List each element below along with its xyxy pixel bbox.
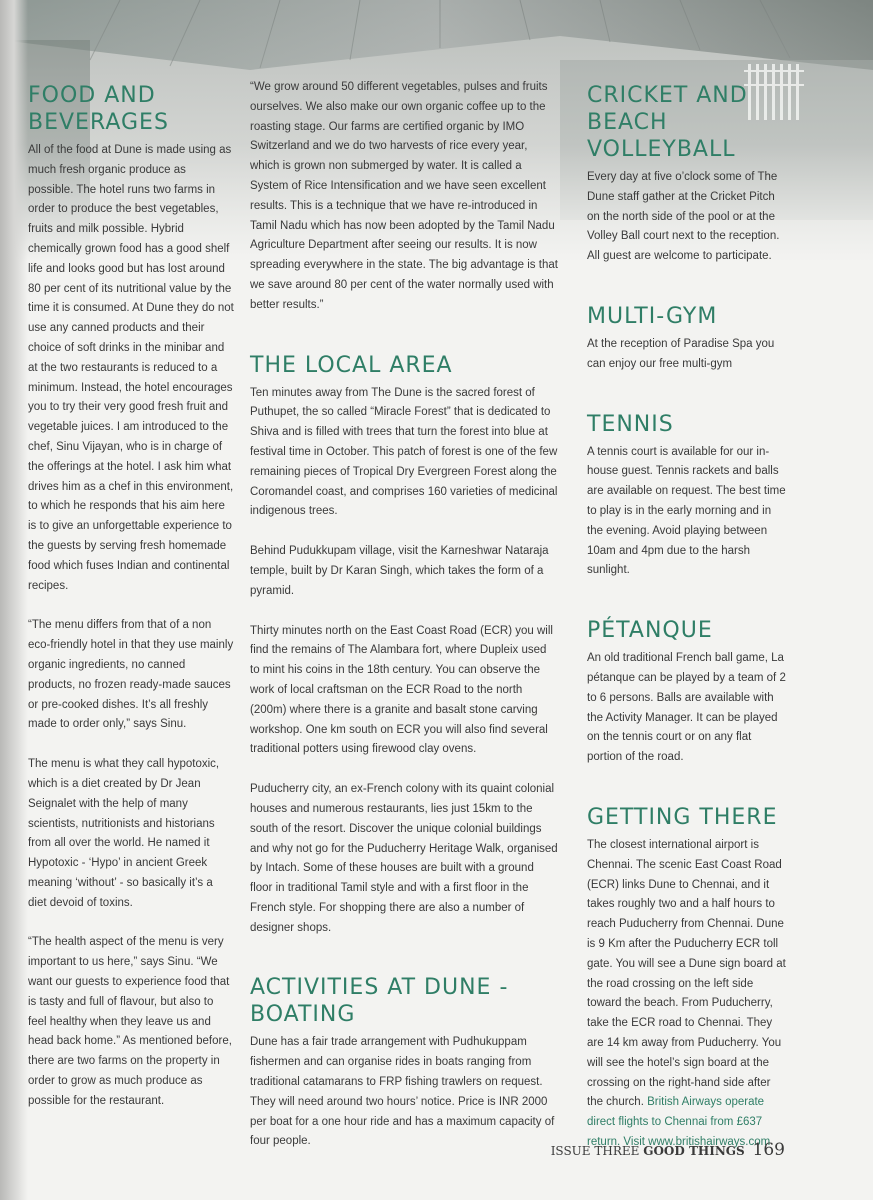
column-food	[28, 82, 234, 1112]
petanque-paragraph: An old traditional French ball game, La pétanque can be played by a team of 2 to 6 persons. Balls are available with the Activity Manager. It can be played on the tennis court or on any flat portion of the road.	[587, 652, 786, 764]
heading-tennis: TENNIS	[587, 411, 674, 437]
column-activities	[587, 82, 787, 1153]
heading-multi-gym: MULTI-GYM	[587, 303, 718, 329]
heading-activities-boating: ACTIVITIES AT DUNE - BOATING	[250, 975, 509, 1028]
british-airways-link[interactable]: British Airways operate direct flights to Chennai from £637 return. Visit www.britishairways.com	[587, 1096, 771, 1148]
cricket-paragraph: Every day at five o’clock some of The Dune staff gather at the Cricket Pitch on the north side of the pool or at the Volley Ball court next to the reception. All guest are welcome to participate.	[587, 171, 780, 263]
heading-cricket-volleyball: CRICKET AND BEACH VOLLEYBALL	[587, 83, 748, 162]
heading-getting-there: GETTING THERE	[587, 804, 778, 830]
heading-food-and-beverages: FOOD AND BEVERAGES	[28, 83, 169, 135]
getting-there-paragraph	[587, 836, 787, 1153]
tennis-paragraph: A tennis court is available for our in-house guest. Tennis rackets and balls are available on request. The best time to play is in the early morning and in the evening. Avoid playing between 10am and 4pm due to the harsh sunlight.	[587, 445, 786, 577]
heading-local-area: THE LOCAL AREA	[250, 352, 453, 378]
food-paragraph-1: All of the food at Dune is made using as much fresh organic produce as possible. The hotel runs two farms in order to produce the best vegetables, fruits and milk possible. Hybrid chemically grown food has a good shelf life and looks good but has lost around 80 per cent of its nutritional value by the time it is consumed. At Dune they do not use any canned products and their choice of soft drinks in the minibar and at the two restaurants is reduced to a minimum. Instead, the hotel encourages you to try their very good fresh fruit and vegetable juices. I am introduced to the chef, Sinu Vijayan, who is in charge of the offerings at the hotel. I ask him what drives him as a chef in this environment, to which he responds that his aim here is to give an unforgettable experience to the guests by serving fresh homemade food which fuses Indian and continental recipes.	[28, 144, 234, 592]
food-paragraph-4: “The health aspect of the menu is very important to us here,” says Sinu. “We want our guests to experience food that is tasty and full of flavour, but also to feel healthy when they leave us and head back home.” As mentioned before, there are two farms on the property in order to grow as much produce as possible for the restaurant.	[28, 936, 232, 1107]
footer-brand: GOOD THINGS	[643, 1144, 745, 1158]
food-paragraph-3: The menu is what they call hypotoxic, which is a diet created by Dr Jean Seignalet with the help of many scientists, nutritionists and historians from all over the world. He named it Hypotoxic - ‘Hypo’ in ancient Greek meaning ‘without’ - so basically it’s a diet devoid of toxins.	[28, 758, 220, 909]
farm-quote: “We grow around 50 different vegetables, pulses and fruits ourselves. We also make our own organic coffee up to the roasting stage. Our farms are certified organic by IMO Switzerland and we do two harvests of rice every year, which is grown non submerged by water. It is called a System of Rice Intensification and we have seen excellent results. This is a technique that we have re-introduced in Tamil Nadu which has now been adopted by the Tamil Nadu Agriculture Department after seeing our results. It is now spreading everywhere in the state. The big advantage is that we save around 80 per cent of the water normally used with better results.”	[250, 81, 558, 311]
heading-petanque: PÉTANQUE	[587, 618, 713, 644]
page-number: 169	[752, 1140, 785, 1160]
column-local	[250, 78, 558, 1152]
local-paragraph-4: Puducherry city, an ex-French colony with its quaint colonial houses and numerous restaurants, lies just 15km to the south of the resort. Discover the unique colonial buildings and why not go for the Puducherry Heritage Walk, organised by Intach. Some of these houses are built with a ground floor in traditional Tamil style and with a first floor in the French style. For shopping there are also a number of designer shops.	[250, 783, 558, 934]
boating-paragraph: Dune has a fair trade arrangement with Pudhukuppam fishermen and can organise rides in boats ranging from traditional catamarans to FRP fishing trawlers on request. They will need around two hours’ notice. Price is INR 2000 per boat for a one hour ride and has a maximum capacity of four people.	[250, 1036, 555, 1148]
local-paragraph-3: Thirty minutes north on the East Coast Road (ECR) you will find the remains of The Alambara fort, where Dupleix used to mint his coins in the 18th century. You can observe the work of local craftsman on the ECR Road to the north (200m) where there is a granite and basalt stone carving workshop. One km south on ECR you will also find several traditional potters using firewood clay ovens.	[250, 624, 553, 756]
page-fold-shadow	[0, 0, 28, 1200]
footer-issue: ISSUE THREE	[550, 1144, 640, 1158]
local-paragraph-2: Behind Pudukkupam village, visit the Karneshwar Nataraja temple, built by Dr Karan Singh, which takes the form of a pyramid.	[250, 545, 549, 597]
local-paragraph-1: Ten minutes away from The Dune is the sacred forest of Puthupet, the so called “Miracle Forest” that is dedicated to Shiva and is filled with trees that turn the forest into blue at festival time in October. This patch of forest is one of the few remaining pieces of Tropical Dry Evergreen Forest along the Coromandel coast, and comprises 160 varieties of medicinal indigenous trees.	[250, 386, 558, 518]
page-footer	[551, 1140, 785, 1160]
food-paragraph-2: “The menu differs from that of a non eco-friendly hotel in that they use mainly organic ingredients, no canned products, no frozen ready-made sauces or pre-cooked dishes. It’s all freshly made to order only,” says Sinu.	[28, 619, 234, 731]
gym-paragraph: At the reception of Paradise Spa you can enjoy our free multi-gym	[587, 337, 775, 370]
getting-there-text: The closest international airport is Chennai. The scenic East Coast Road (ECR) links Dune to Chennai, and it takes roughly two and a half hours to reach Puducherry from Chennai. Dune is 9 Km after the Puducherry ECR toll gate. You will see a Dune sign board at the road crossing on the left side toward the beach. From Puducherry, take the ECR road to Chennai. They are 14 km away from Puducherry. You will see the hotel’s sign board at the crossing on the right-hand side after the church.	[587, 838, 786, 1109]
